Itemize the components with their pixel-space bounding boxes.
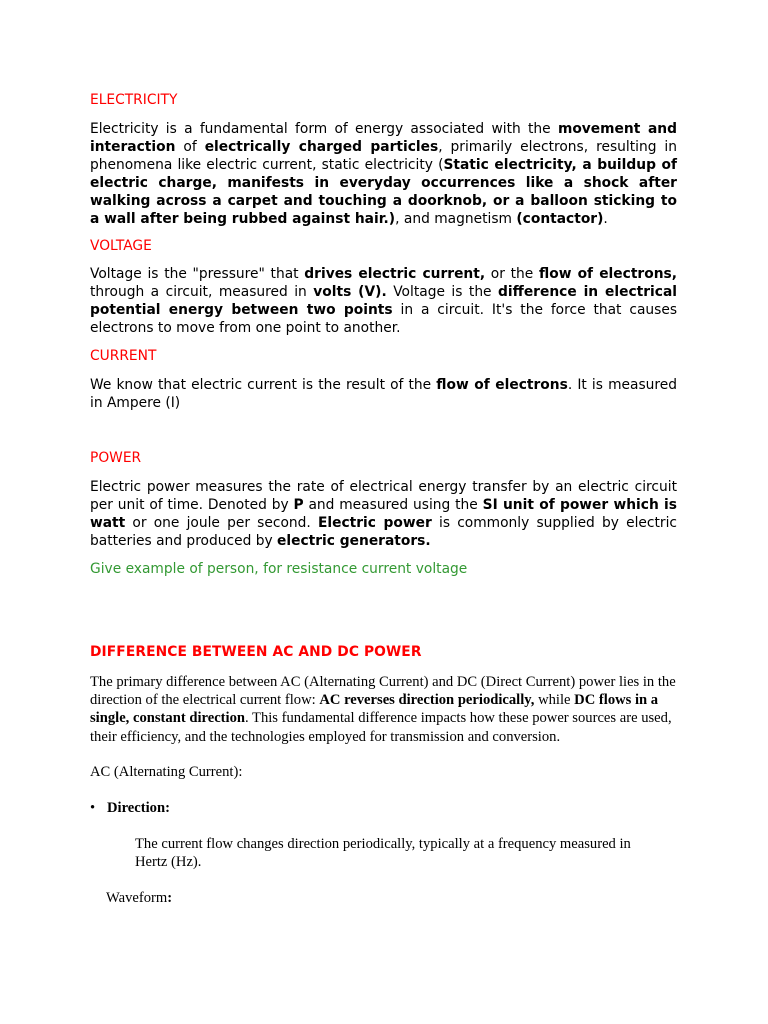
paragraph-power: Electric power measures the rate of electrical energy transfer by an electric circuit per unit of time. Denoted by P and measured using the SI unit of power which is watt or one joule per second. Electric power is commonly supplied by electric batteries and produced by electric generators. [90, 479, 677, 549]
ac-label: AC (Alternating Current): [90, 764, 243, 780]
paragraph-voltage: Voltage is the "pressure" that drives electric current, or the flow of electrons, through a circuit, measured in volts (V). Voltage is the difference in electrical potential energy between two points in a circuit. It's the force that causes electrons to move from one point to another. [90, 266, 678, 336]
bullet-direction: • Direction: [90, 799, 170, 817]
paragraph-current: We know that electric current is the result of the flow of electrons. It is measured in Ampere (I) [90, 377, 677, 411]
heading-ac-dc: DIFFERENCE BETWEEN AC AND DC POWER [90, 644, 422, 660]
note-example: Give example of person, for resistance current voltage [90, 561, 468, 577]
paragraph-ac-dc: The primary difference between AC (Alternating Current) and DC (Direct Current) power lies in the direction of the electrical current flow: AC reverses direction periodically, while DC flows in a single, constant direction. This fundamental difference impacts how these power sources are used, their efficiency, and the technologies employed for transmission and conversion. [90, 674, 676, 745]
bullet-list [90, 799, 170, 817]
heading-electricity: ELECTRICITY [90, 92, 178, 108]
heading-current: CURRENT [90, 348, 157, 364]
waveform-label: Waveform: [106, 890, 173, 906]
paragraph-electricity: Electricity is a fundamental form of energy associated with the movement and interaction of electrically charged particles, primarily electrons, resulting in phenomena like electric current, static electricity (Static electricity, a buildup of electric charge, manifests in everyday occurrences like a shock after walking across a carpet and touching a doorknob, or a balloon sticking to a wall after being rubbed against hair.), and magnetism (contactor). [90, 121, 678, 227]
heading-voltage: VOLTAGE [90, 238, 152, 254]
heading-power: POWER [90, 450, 142, 466]
direction-text: The current flow changes direction periodically, typically at a frequency measured in Hertz (Hz). [135, 836, 631, 871]
